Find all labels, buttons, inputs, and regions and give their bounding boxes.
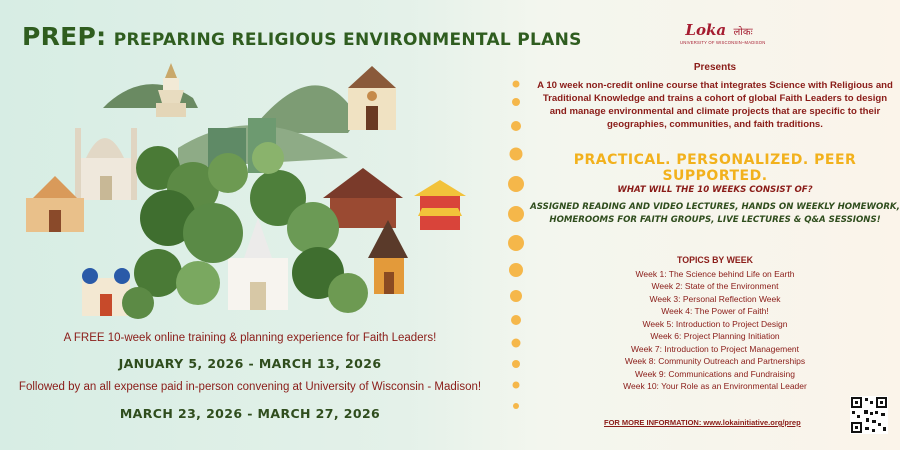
topics-list: [530, 268, 900, 393]
answer-line-1: ASSIGNED READING AND VIDEO LECTURES, HANDS ON WEEKLY HOMEWORK,: [530, 202, 900, 212]
answer-line-2: HOMEROOMS FOR FAITH GROUPS, LIVE LECTURES & Q&A SESSIONS!: [549, 214, 881, 225]
list-item: Week 9: Communications and Fundraising: [634, 368, 795, 379]
list-item: Week 7: Introduction to Project Management: [630, 343, 800, 354]
tiered-shrine-icon: [368, 220, 408, 294]
list-item: Week 2: State of the Environment: [651, 281, 779, 292]
list-item: Week 6: Project Planning Initiation: [650, 331, 780, 342]
inperson-dates: MARCH 23, 2026 - MARCH 27, 2026: [119, 406, 381, 421]
stupa-icon: [156, 63, 186, 117]
list-item: Week 5: Introduction to Project Design: [642, 318, 788, 329]
dot-divider: [506, 80, 526, 420]
synagogue-icon: [82, 268, 130, 316]
topics-heading: TOPICS BY WEEK: [677, 255, 753, 265]
list-item: Week 8: Community Outreach and Partnerships: [624, 356, 806, 367]
list-item: Week 3: Personal Reflection Week: [649, 293, 781, 304]
title-lead: PREP:: [22, 22, 107, 51]
mosque-icon: [75, 128, 137, 200]
list-item: Week 10: Your Role as an Environmental Leader: [623, 381, 807, 392]
logo-name: Loka: [685, 21, 727, 39]
online-dates: JANUARY 5, 2026 - MARCH 13, 2026: [118, 356, 382, 371]
logo-devanagari: लोकः: [733, 27, 753, 38]
pagoda-icon: [414, 180, 466, 230]
weeks-answer: [530, 201, 900, 227]
qr-code-icon[interactable]: [850, 396, 888, 434]
illustration-houses-of-worship: [18, 58, 468, 320]
course-description: A 10 week non-credit online course that integrates Science with Religious and Traditional Knowledge and trains a cohort of global Faith Leaders to design and manage environmental and climate projects that are specific to their geographies, communities, and faith traditions.: [537, 80, 893, 130]
slogan: PRACTICAL. PERSONALIZED. PEER SUPPORTED.: [573, 152, 857, 184]
list-item: Week 4: The Power of Faith!: [661, 306, 769, 317]
church-tower-icon: [348, 66, 396, 130]
loka-logo: [680, 21, 766, 45]
more-info-link[interactable]: FOR MORE INFORMATION: www.lokainitiative.org/prep: [604, 418, 801, 427]
page-title: [22, 22, 582, 51]
weeks-question: WHAT WILL THE 10 WEEKS CONSIST OF?: [617, 185, 813, 195]
title-rest: PREPARING RELIGIOUS ENVIRONMENTAL PLANS: [113, 30, 582, 50]
inperson-note: Followed by an all expense paid in-person convening at University of Wisconsin - Madison!: [18, 381, 482, 393]
presents-label: Presents: [693, 62, 737, 73]
logo-university: UNIVERSITY OF WISCONSIN–MADISON: [680, 40, 766, 45]
list-item: Week 1: The Science behind Life on Earth: [635, 269, 795, 279]
tagline: A FREE 10-week online training & planning experience for Faith Leaders!: [63, 332, 437, 344]
